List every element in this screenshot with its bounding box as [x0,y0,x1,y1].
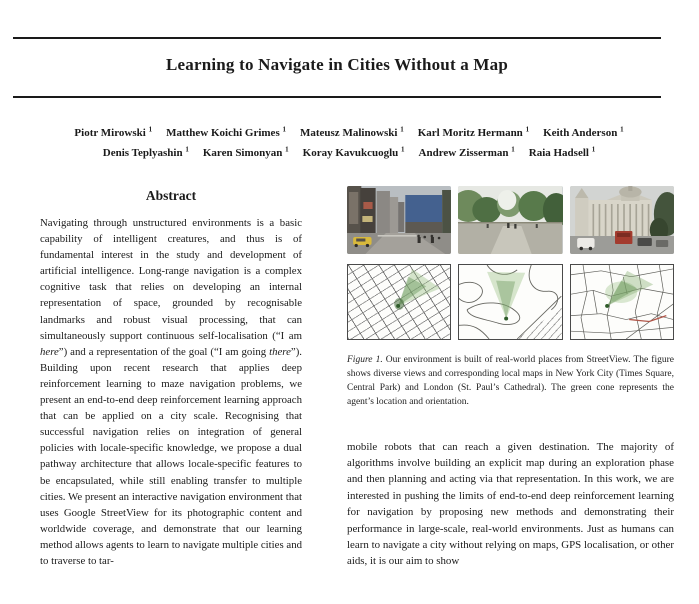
author-affiliation-mark: 1 [400,125,404,133]
author-line-1 [13,121,685,142]
text-segment: Figure 1. [347,355,383,365]
author-affiliation-mark: 1 [401,145,405,154]
author-affiliation-mark: 1 [148,125,153,133]
author-affiliation-mark: 1 [511,145,515,154]
author-affiliation-mark: 1 [525,125,530,133]
author-affiliation-mark: 1 [282,125,286,133]
author-block [13,121,685,162]
intro-text: mobile robots that can reach a given destination. The majority of algorithms involve building an explicit map during an exploration phase and then planning and acting via that representation. In this work, we are interested in pushing the limits of end-to-end deep reinforcement learning for navigation by proposing new methods and demonstrating their performance in large-scale, real-world environments. Just as humans can learn to navigate a city without relying on maps, GPS localisation, or other aids, it is our aim to show [347,440,674,568]
local-map-st-pauls [570,264,674,340]
page-title: Learning to Navigate in Cities Without a Map [165,55,509,74]
title-rule-bottom [13,96,661,98]
title-rule-top [13,37,661,39]
author-name: Mateusz Malinowski $^1$ [299,125,404,139]
text-segment: Navigating through unstructured environments is a basic capability of intelligent creatures, and thus is of fundamental interest in the study and development of artificial intelligence. Long-range navigation is a complex cognitive task that relies on developing an internal representation of space, grounded by recognisable landmarks and robust visual processing, that can simultaneously support continuous self-localisation (“I am [40,217,302,342]
text-segment: here [40,345,59,358]
author-name: Raia Hadsell $^1$ [528,145,596,160]
text-segment: Our environment is built of real-world places from StreetView. The figure shows diverse views and corresponding local maps in New York City (Times Square, Central Park) and London (St. Paul’s Cathedral). The green cone represents the agent’s location and orientation. [347,355,674,407]
author-affiliation-mark: 1 [620,125,624,133]
author-name: Karen Simonyan $^1$ [202,145,289,160]
author-name: Andrew Zisserman $^1$ [418,145,515,160]
right-column [347,186,674,604]
figure-caption [347,354,674,410]
text-segment: ”) and a representation of the goal (“I am going [58,345,270,358]
author-affiliation-mark: 1 [285,145,289,154]
text-segment: there [269,345,291,358]
abstract-heading: Abstract [145,188,197,203]
author-affiliation-mark: 1 [185,145,189,154]
author-name: Matthew Koichi Grimes $^1$ [166,125,286,139]
figure-1 [347,186,674,340]
author-name: Karl Moritz Hermann $^1$ [417,125,530,139]
text-segment: ”). Building upon recent research that applies deep reinforcement learning to maze navigation problems, we present an end-to-end deep reinforcement learning approach that can be applied on a city scale. Recognising that successful navigation relies on integration of general policies with locale-specific knowledge, we propose a dual pathway architecture that allows locale-specific features to be encapsulated, while still enabling transfer to multiple cities. We present an interactive navigation environment that uses Google StreetView for its photographic content and worldwide coverage, and demonstrate that our learning method allows agents to learn to navigate multiple cities and to traverse to tar- [40,345,302,567]
agent-cone-icon [348,265,450,339]
author-affiliation-mark: 1 [591,145,596,154]
abstract-section [30,188,312,604]
streetview-photo-st-pauls-cathedral [570,186,674,254]
streetview-photo-central-park [458,186,562,254]
author-line-2 [13,142,685,163]
local-map-times-square [347,264,451,340]
local-map-central-park [458,264,562,340]
abstract-text [40,215,302,569]
author-name: Keith Anderson $^1$ [543,125,624,139]
author-name: Denis Teplyashin $^1$ [102,145,189,160]
author-name: Piotr Mirowski $^1$ [74,125,153,139]
streetview-photo-times-square [347,186,451,254]
author-name: Koray Kavukcuoglu $^1$ [302,145,405,160]
